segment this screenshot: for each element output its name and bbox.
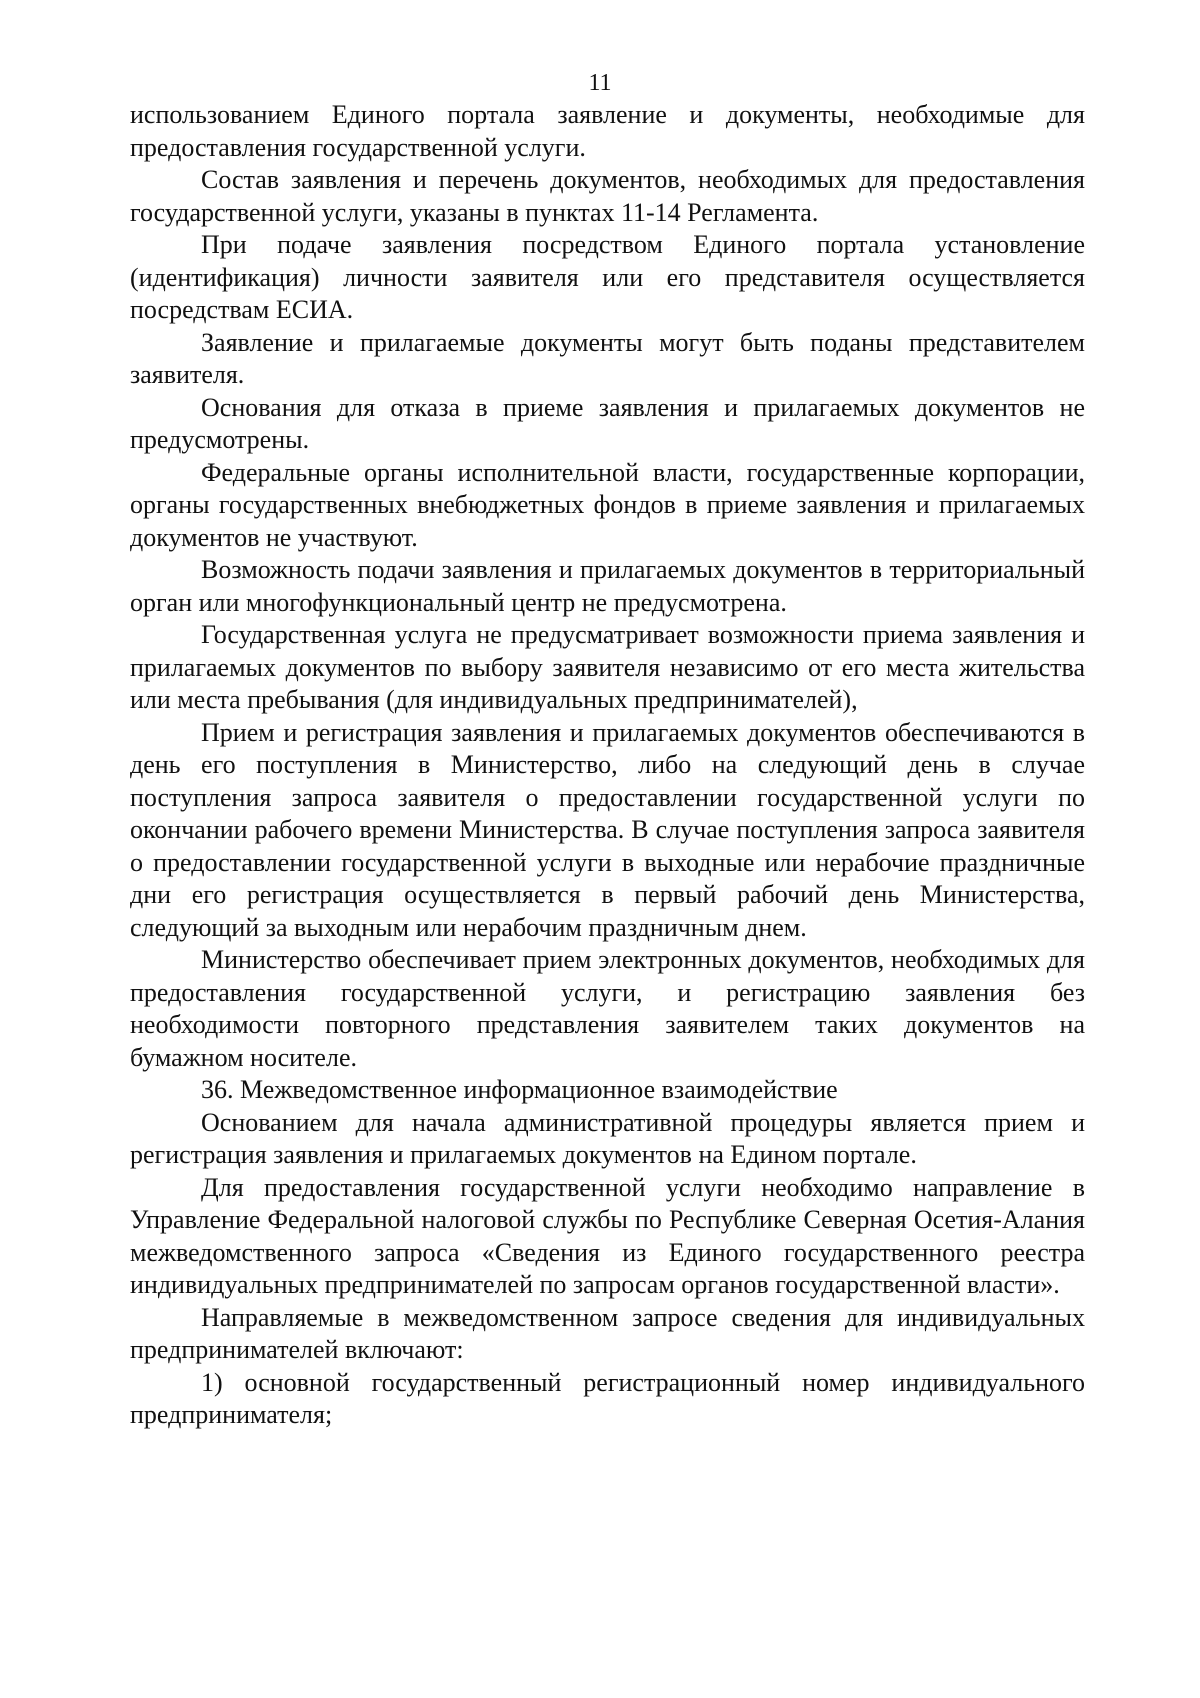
paragraph-application-contents: Состав заявления и перечень документов, необходимых для предоставления государственной услуги, указаны в пунктах 11-14 Регламента.: [130, 165, 1085, 227]
section-heading-36: 36. Межведомственное информационное взаимодействие: [201, 1075, 838, 1104]
paragraph-extraterritorial: Государственная услуга не предусматривает возможности приема заявления и прилагаемых документов по выбору заявителя независимо от его места жительства или места пребывания (для индивидуальных предпринимателей),: [130, 620, 1085, 714]
paragraph-representative: Заявление и прилагаемые документы могут быть поданы представителем заявителя.: [130, 327, 1085, 389]
paragraph-refusal-grounds: Основания для отказа в приеме заявления и прилагаемых документов не предусмотрены.: [130, 392, 1085, 454]
paragraph-registration: Прием и регистрация заявления и прилагаемых документов обеспечиваются в день его поступления в Министерство, либо на следующий день в случае поступления запроса заявителя о предоставлении государственной услуги по окончании рабочего времени Министерства. В случае поступления запроса заявителя о предоставлении государственной услуги в выходные или нерабочие праздничные дни его регистрация осуществляется в первый рабочий день Министерства, следующий за выходным или нерабочим праздничным днем.: [130, 717, 1085, 942]
list-item-1: 1) основной государственный регистрационный номер индивидуального предпринимателя;: [130, 1367, 1085, 1429]
paragraph-continuation: использованием Единого портала заявление и документы, необходимые для предоставления государственной услуги.: [130, 100, 1085, 162]
paragraph-request-contents: Направляемые в межведомственном запросе сведения для индивидуальных предпринимателей включают:: [130, 1302, 1085, 1364]
paragraph-federal-bodies: Федеральные органы исполнительной власти, государственные корпорации, органы государственных внебюджетных фондов в приеме заявления и прилагаемых документов не участвуют.: [130, 457, 1085, 552]
paragraph-interagency-request: Для предоставления государственной услуги необходимо направление в Управление Федеральной налоговой службы по Республике Северная Осетия-Алания межведомственного запроса «Сведения из Единого государственного реестра индивидуальных предпринимателей по запросам органов государственной власти».: [130, 1172, 1085, 1299]
page-number: 11: [588, 70, 612, 96]
paragraph-identification: При подаче заявления посредством Единого портала установление (идентификация) личности заявителя или его представителя осуществляется посредствам ЕСИА.: [130, 230, 1085, 324]
paragraph-electronic-documents: Министерство обеспечивает прием электронных документов, необходимых для предоставления государственной услуги, и регистрацию заявления без необходимости повторного представления заявителем таких документов на бумажном носителе.: [130, 945, 1085, 1072]
paragraph-procedure-basis: Основанием для начала административной процедуры является прием и регистрация заявления и прилагаемых документов на Едином портале.: [130, 1107, 1085, 1169]
paragraph-submission-options: Возможность подачи заявления и прилагаемых документов в территориальный орган или многофункциональный центр не предусмотрена.: [130, 555, 1085, 617]
document-body: [130, 99, 1085, 1432]
